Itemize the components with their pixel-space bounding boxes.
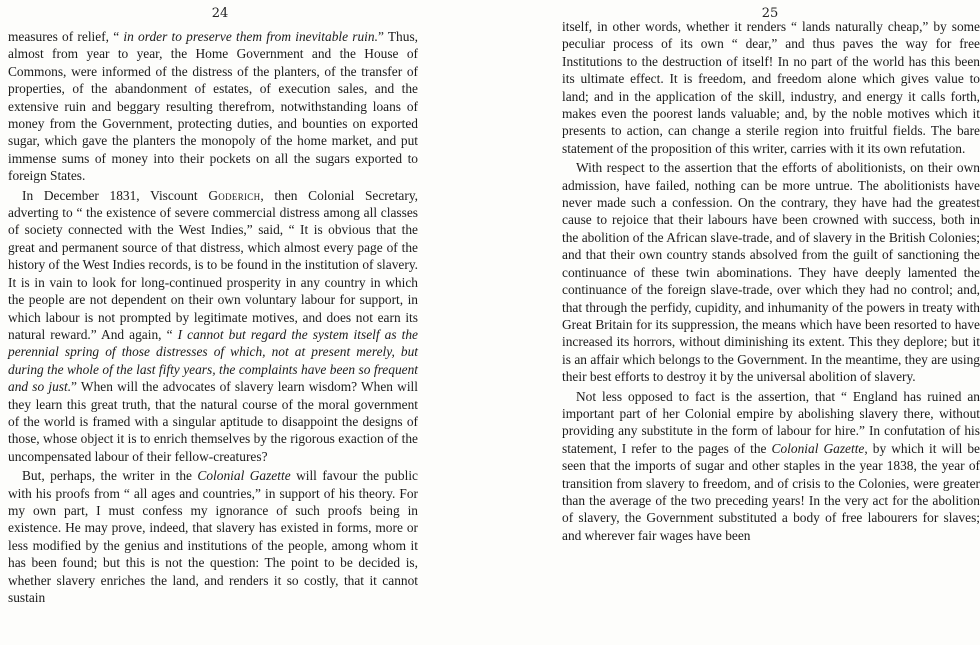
paragraph <box>562 159 980 385</box>
text-run: ” When will the advocates of slavery learn wisdom? When will they learn this great truth, that the natural course of the moral government of the world is framed with a singular aptitude to disappoint the designs of those, whose object it is to enrich themselves by the rigorous exaction of the uncompensated labour of their fellow-creatures? <box>8 379 418 464</box>
text-run: In December 1831, Viscount <box>22 187 209 203</box>
italic-text: Colonial Gazette <box>771 440 865 456</box>
paragraph <box>8 187 418 466</box>
page-number: 25 <box>761 6 779 21</box>
italic-text: Colonial Gazette <box>197 468 291 484</box>
text-run: With respect to the assertion that the efforts of abolitionists, on their own admission, have failed, nothing can be more untrue. The abolitionists have never made such a confession. On the contrary, they have had the greatest cause to rejoice that their labours have been crowned with success, both in the abolition of the African slave-trade, and of slavery in the British Colonies; and that their own country stands absolved from the guilt of sanctioning the continuance of these twin abominations. They have deeply lamented the continuance of the foreign slave-trade, over which they had no control; and, that through the perfidy, cupidity, and inhumanity of the powers in treaty with Great Britain for its suppression, the means which have been resorted to have increased its horrors, without diminishing its extent. This they deplore; but it is an affair which belongs to the Government. In the meantime, they are using their best efforts to destroy it by the universal abolition of slavery. <box>562 160 980 385</box>
page-body <box>560 18 980 544</box>
paragraph <box>8 467 418 606</box>
text-run: measures of relief, “ <box>8 29 124 44</box>
text-run: Not less opposed to fact is the assertion, that “ England has ruined an important part of her Colonial empire by abolishing slavery there, without providing any substitute in the form of labour for hire.” In confutation of his statement, I refer to the pages of the <box>562 388 980 456</box>
page-number: 24 <box>211 6 229 21</box>
right-page <box>560 0 980 645</box>
paragraph <box>562 18 980 157</box>
paragraph <box>562 388 980 545</box>
text-run: , then Colonial Secretary, adverting to “ the existence of severe commercial distress among all classes of society connected with the West Indies,” said, “ It is obvious that the great and permanent source of that distress, which almost every page of the history of the West Indies records, is to be found in the institution of slavery. It is in vain to look for long-continued prosperity in any country in which the people are not dependent on their own voluntary labour for support, in which labour is not prompted by legitimate motives, and does not earn its natural reward.” And again, “ <box>8 187 418 342</box>
text-run: ” Thus, almost from year to year, the Home Government and the House of Commons, were informed of the distress of the planters, of the transfer of properties, of the abandonment of estates, of execution sales, and the extensive ruin and beggary resulting therefrom, notwithstanding loans of money from the Government, protecting duties, and bounties on exported sugar, which gave the planters the monopoly of the home market, and put immense sums of money into their pockets on all the sugars exported to foreign States. <box>8 29 419 184</box>
italic-text: in order to preserve them from inevitable ruin. <box>123 29 378 44</box>
left-page <box>0 0 430 645</box>
paragraph <box>8 28 418 185</box>
page-body <box>0 24 430 606</box>
italic-text: I cannot but regard the system itself as the perennial spring of those distresses of which, not at present merely, but during the whole of the last fifty years, the complaints have been so frequent and so just. <box>8 326 418 395</box>
text-run: will favour the public with his proofs from “ all ages and countries,” in support of his theory. For my own part, I must confess my ignorance of such proofs being in existence. He may prove, indeed, that slavery has existed in forms, more or less modified by the genius and institutions of the people, among whom it has been found; but this is not the question: The point to be decided is, whether slavery enriches the land, and renders it so costly, that it cannot sustain <box>8 468 418 605</box>
text-run: , by which it will be seen that the imports of sugar and other staples in the year 1838, the year of transition from slavery to freedom, and of crisis to the Colonies, were greater than the average of the two preceding years! In the very act for the abolition of slavery, the Government substituted a body of free labourers for slaves; and wherever fair wages have been <box>562 440 980 543</box>
text-run: But, perhaps, the writer in the <box>22 468 198 484</box>
text-run: itself, in other words, whether it renders “ lands naturally cheap,” by some peculiar process of its own “ dear,” and thus paves the way for free Institutions to the destruction of itself! In no part of the world has this been its ultimate effect. It is freedom, and freedom alone which gives value to land; and in the application of the skill, industry, and energy it calls forth, makes even the poorest lands valuable; and, by the noble motives which it presents to action, can change a sterile region into fruitful fields. The bare statement of the proposition of this writer, carries with it its own refutation. <box>562 19 980 156</box>
small-caps-name: Goderich <box>208 187 261 203</box>
